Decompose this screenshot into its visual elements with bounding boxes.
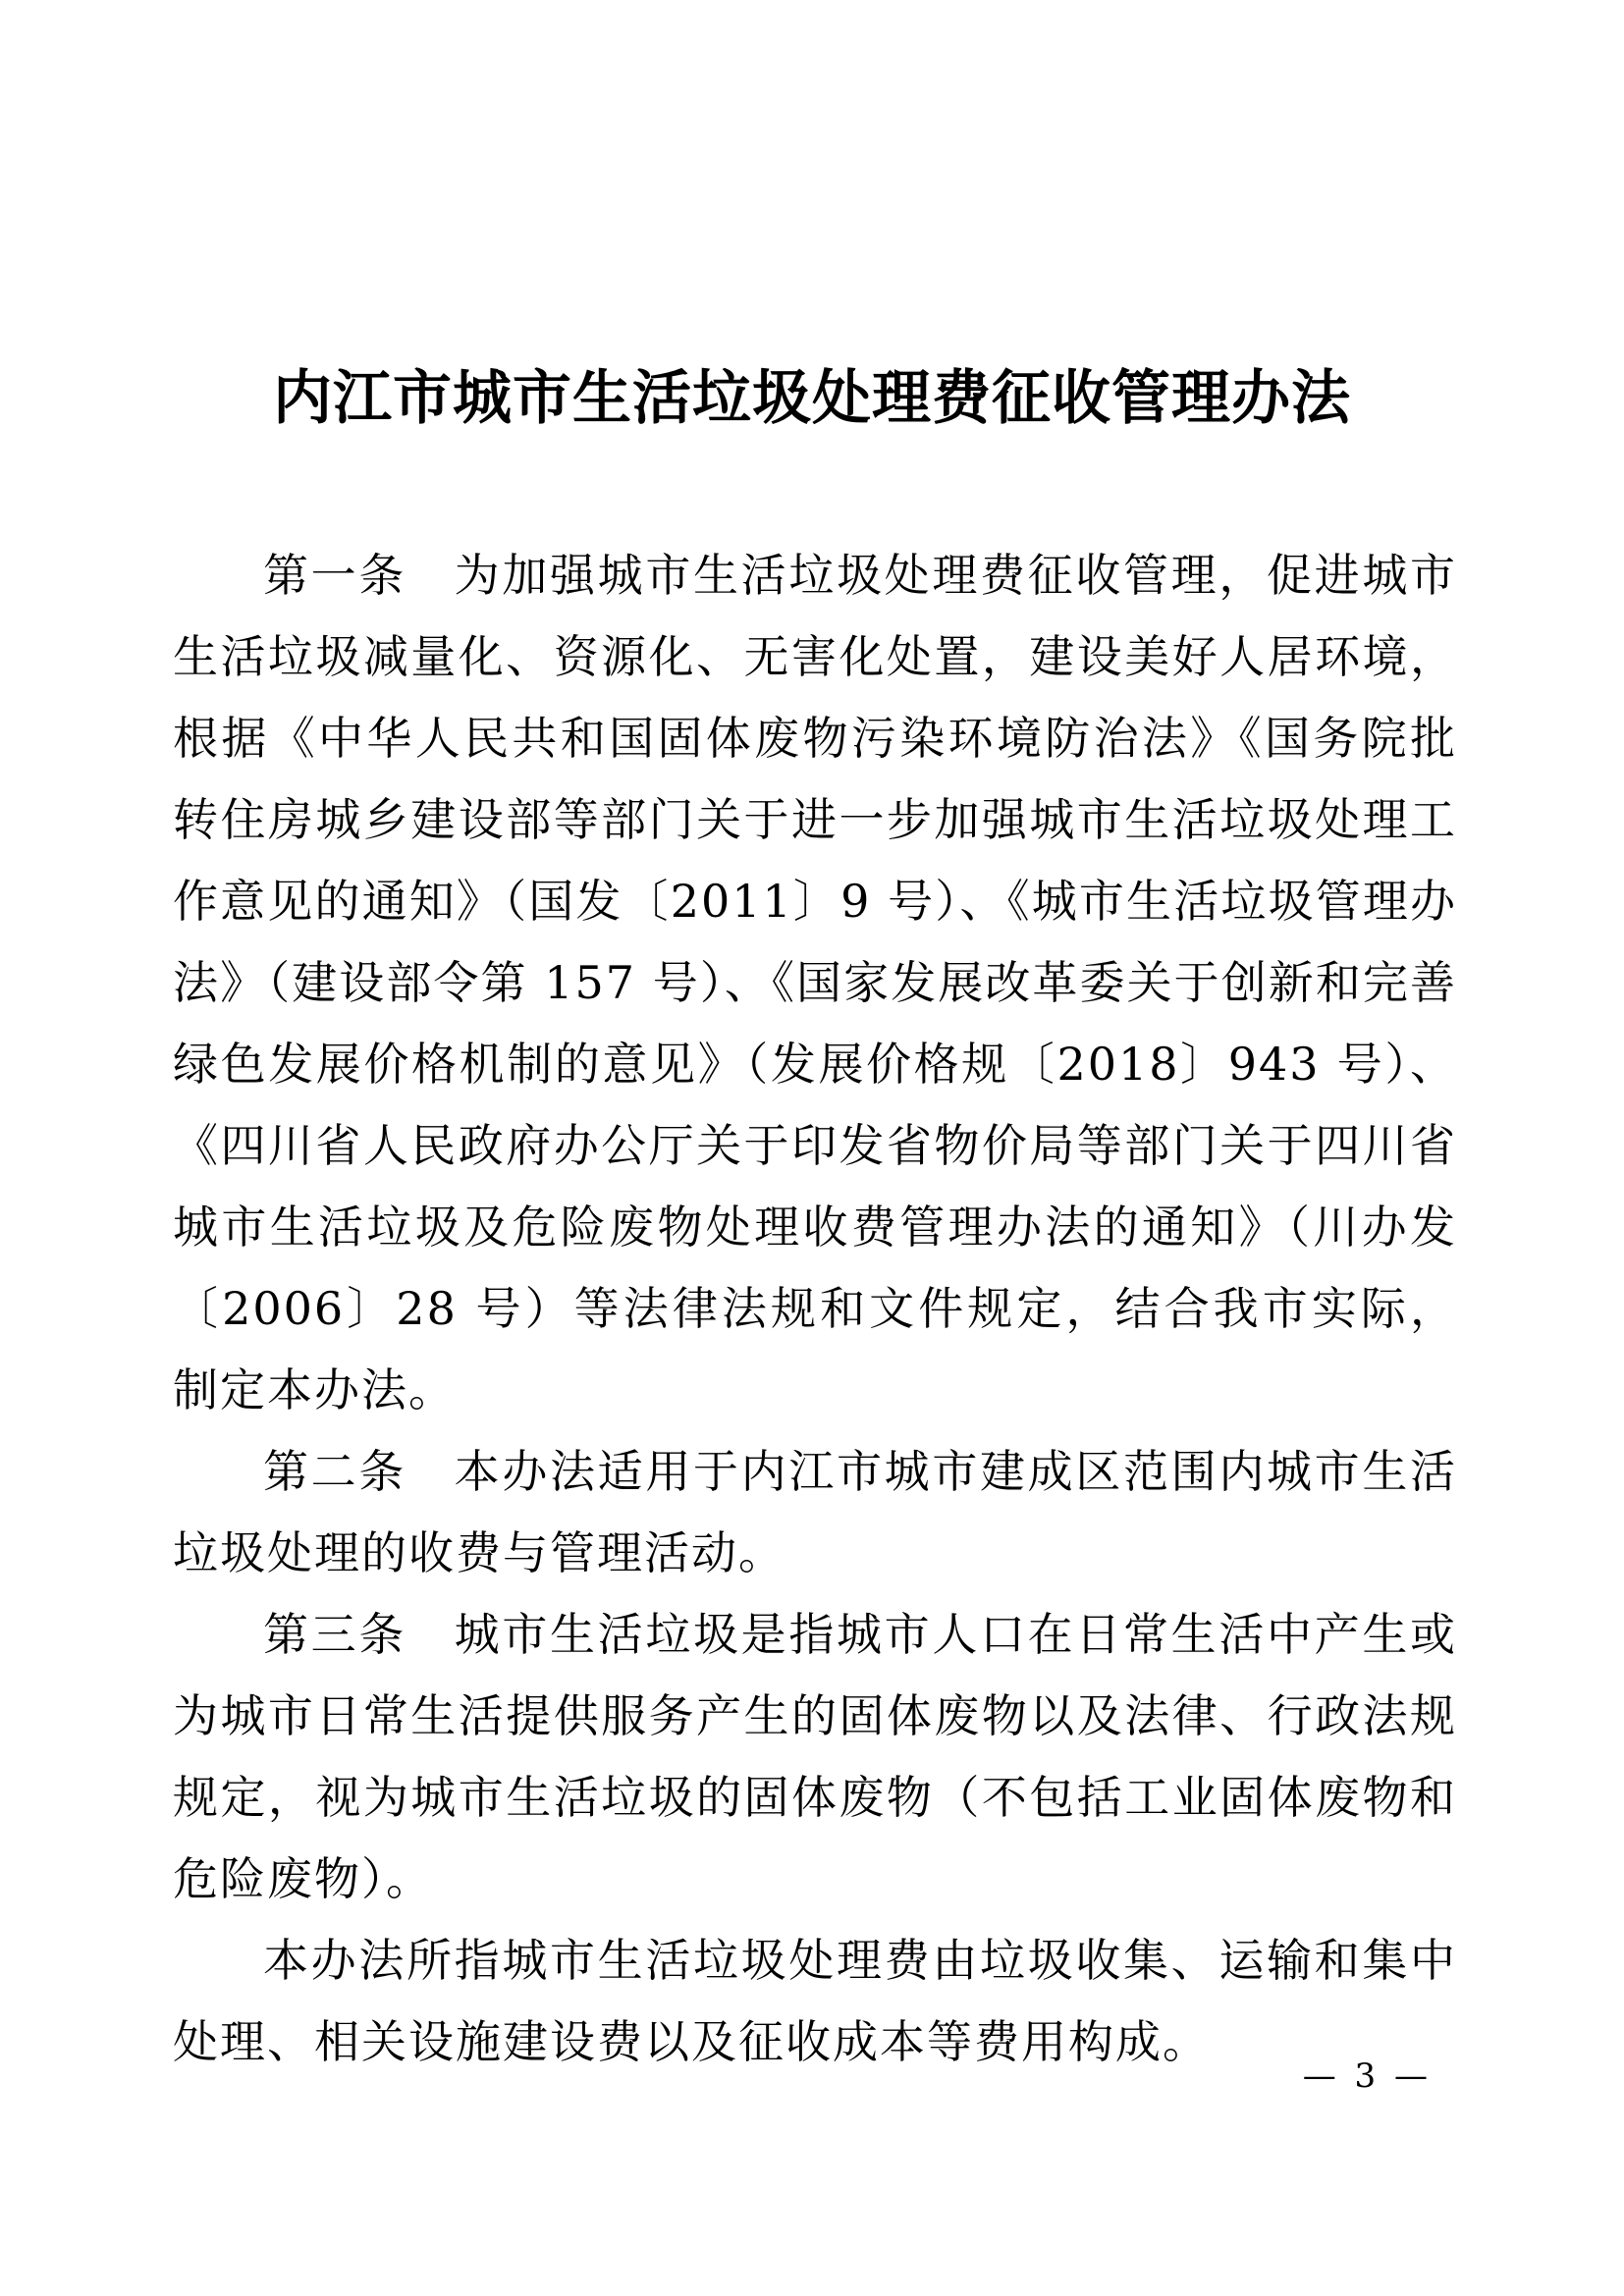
document-body xyxy=(173,535,1457,2083)
page-number: — 3 — xyxy=(1302,2056,1432,2096)
document-title: 内江市城市生活垃圾处理费征收管理办法 xyxy=(273,364,1351,433)
body-paragraph-article-3-continued: 本办法所指城市生活垃圾处理费由垃圾收集、运输和集中处理、相关设施建设费以及征收成本等费用构成。 xyxy=(173,1934,1457,2068)
body-paragraph-article-1: 第一条 为加强城市生活垃圾处理费征收管理，促进城市生活垃圾减量化、资源化、无害化处置，建设美好人居环境，根据《中华人民共和国固体废物污染环境防治法》《国务院批转住房城乡建设部等部门关于进一步加强城市生活垃圾处理工作意见的通知》（国发〔2011〕9 号）、《城市生活垃圾管理办法》（建设部令第 157 号）、《国家发展改革委关于创新和完善绿色发展价格机制的意见》（发展价格规〔2018〕943 号）、《四川省人民政府办公厅关于印发省物价局等部门关于四川省城市生活垃圾及危险废物处理收费管理办法的通知》（川办发〔2006〕28 号）等法律法规和文件规定，结合我市实际，制定本办法。 xyxy=(173,549,1457,1416)
body-paragraph-article-3: 第三条 城市生活垃圾是指城市人口在日常生活中产生或为城市日常生活提供服务产生的固体废物以及法律、行政法规规定，视为城市生活垃圾的固体废物（不包括工业固体废物和危险废物）。 xyxy=(173,1608,1457,1905)
body-paragraph-article-2: 第二条 本办法适用于内江市城市建成区范围内城市生活垃圾处理的收费与管理活动。 xyxy=(173,1445,1457,1579)
